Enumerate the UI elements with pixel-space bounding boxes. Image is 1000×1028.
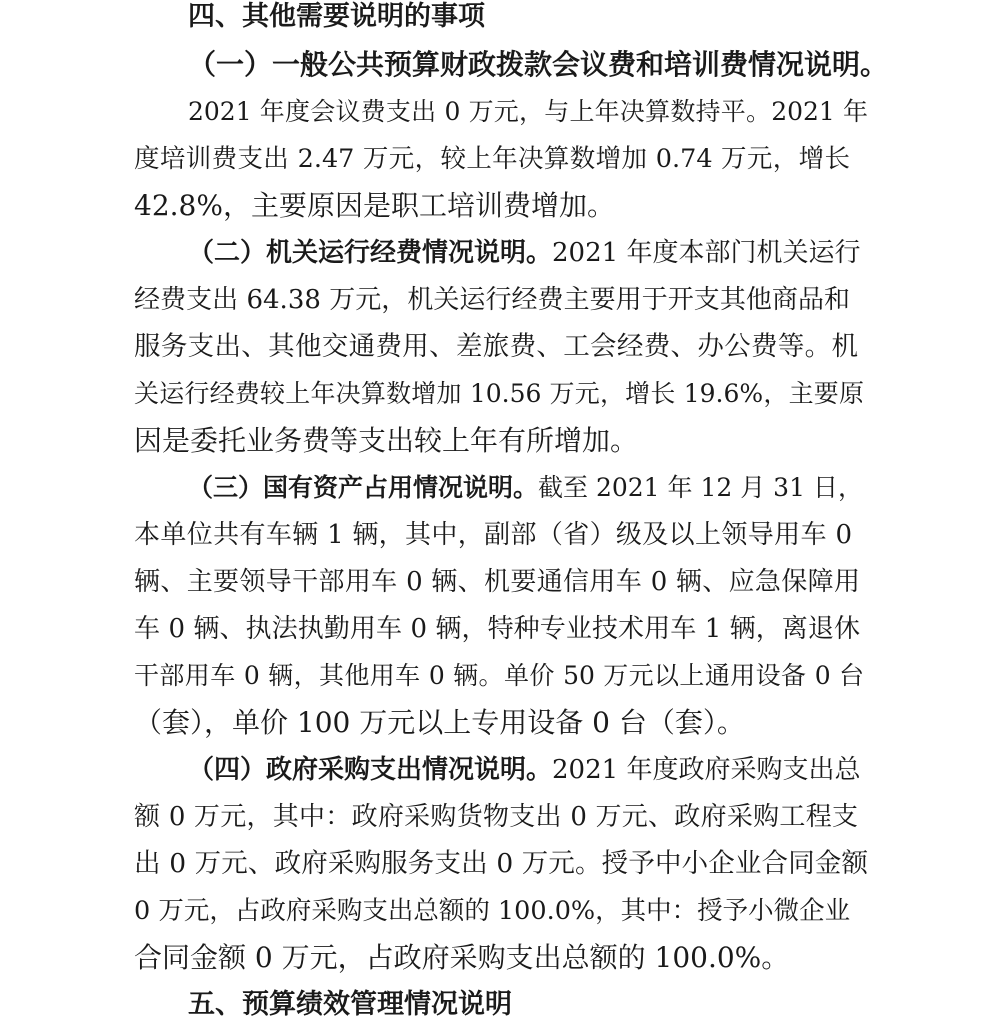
item-2-line bbox=[188, 230, 868, 276]
paragraph-line: 车 0 辆、执法执勤用车 0 辆，特种专业技术用车 1 辆，离退休 bbox=[134, 614, 860, 644]
item-4-lead-text: 2021 年度政府采购支出总 bbox=[552, 755, 861, 785]
section-4-heading: 四、其他需要说明的事项 bbox=[188, 1, 485, 32]
paragraph-line: 关运行经费较上年决算数增加 10.56 万元，增长 19.6%，主要原 bbox=[134, 379, 864, 408]
paragraph-line: 额 0 万元，其中：政府采购货物支出 0 万元、政府采购工程支 bbox=[134, 802, 858, 832]
paragraph-line: 本单位共有车辆 1 辆，其中，副部（省）级及以上领导用车 0 bbox=[134, 520, 852, 550]
paragraph-line: 服务支出、其他交通费用、差旅费、工会经费、办公费等。机 bbox=[134, 331, 858, 362]
item-3-heading: （三）国有资产占用情况说明。 bbox=[188, 473, 539, 502]
paragraph-line: 0 万元，占政府采购支出总额的 100.0%，其中：授予小微企业 bbox=[134, 896, 851, 926]
item-4-line bbox=[188, 747, 868, 793]
paragraph-line: 经费支出 64.38 万元，机关运行经费主要用于开支其他商品和 bbox=[134, 285, 850, 315]
item-1-heading: （一）一般公共预算财政拨款会议费和培训费情况说明。 bbox=[188, 48, 889, 81]
item-4-heading: （四）政府采购支出情况说明。 bbox=[188, 755, 553, 785]
section-5-heading: 五、预算绩效管理情况说明 bbox=[188, 989, 512, 1020]
paragraph-line: 合同金额 0 万元，占政府采购支出总额的 100.0%。 bbox=[134, 941, 790, 974]
item-3-line bbox=[188, 465, 868, 511]
paragraph-line: 出 0 万元、政府采购服务支出 0 万元。授予中小企业合同金额 bbox=[134, 848, 868, 879]
paragraph-line: 辆、主要领导干部用车 0 辆、机要通信用车 0 辆、应急保障用 bbox=[134, 567, 860, 597]
paragraph-line: 2021 年度会议费支出 0 万元，与上年决算数持平。2021 年 bbox=[188, 97, 868, 126]
paragraph-line: 度培训费支出 2.47 万元，较上年决算数增加 0.74 万元，增长 bbox=[134, 144, 850, 174]
paragraph-line: 42.8%，主要原因是职工培训费增加。 bbox=[134, 189, 615, 222]
item-2-heading: （二）机关运行经费情况说明。 bbox=[188, 238, 553, 268]
paragraph-line: 干部用车 0 辆，其他用车 0 辆。单价 50 万元以上通用设备 0 台 bbox=[134, 661, 864, 690]
paragraph-line: （套），单价 100 万元以上专用设备 0 台（套）。 bbox=[134, 706, 745, 739]
item-2-lead-text: 2021 年度本部门机关运行 bbox=[552, 238, 861, 268]
item-3-lead-text: 截至 2021 年 12 月 31 日， bbox=[538, 473, 863, 502]
paragraph-line: 因是委托业务费等支出较上年有所增加。 bbox=[134, 424, 639, 457]
